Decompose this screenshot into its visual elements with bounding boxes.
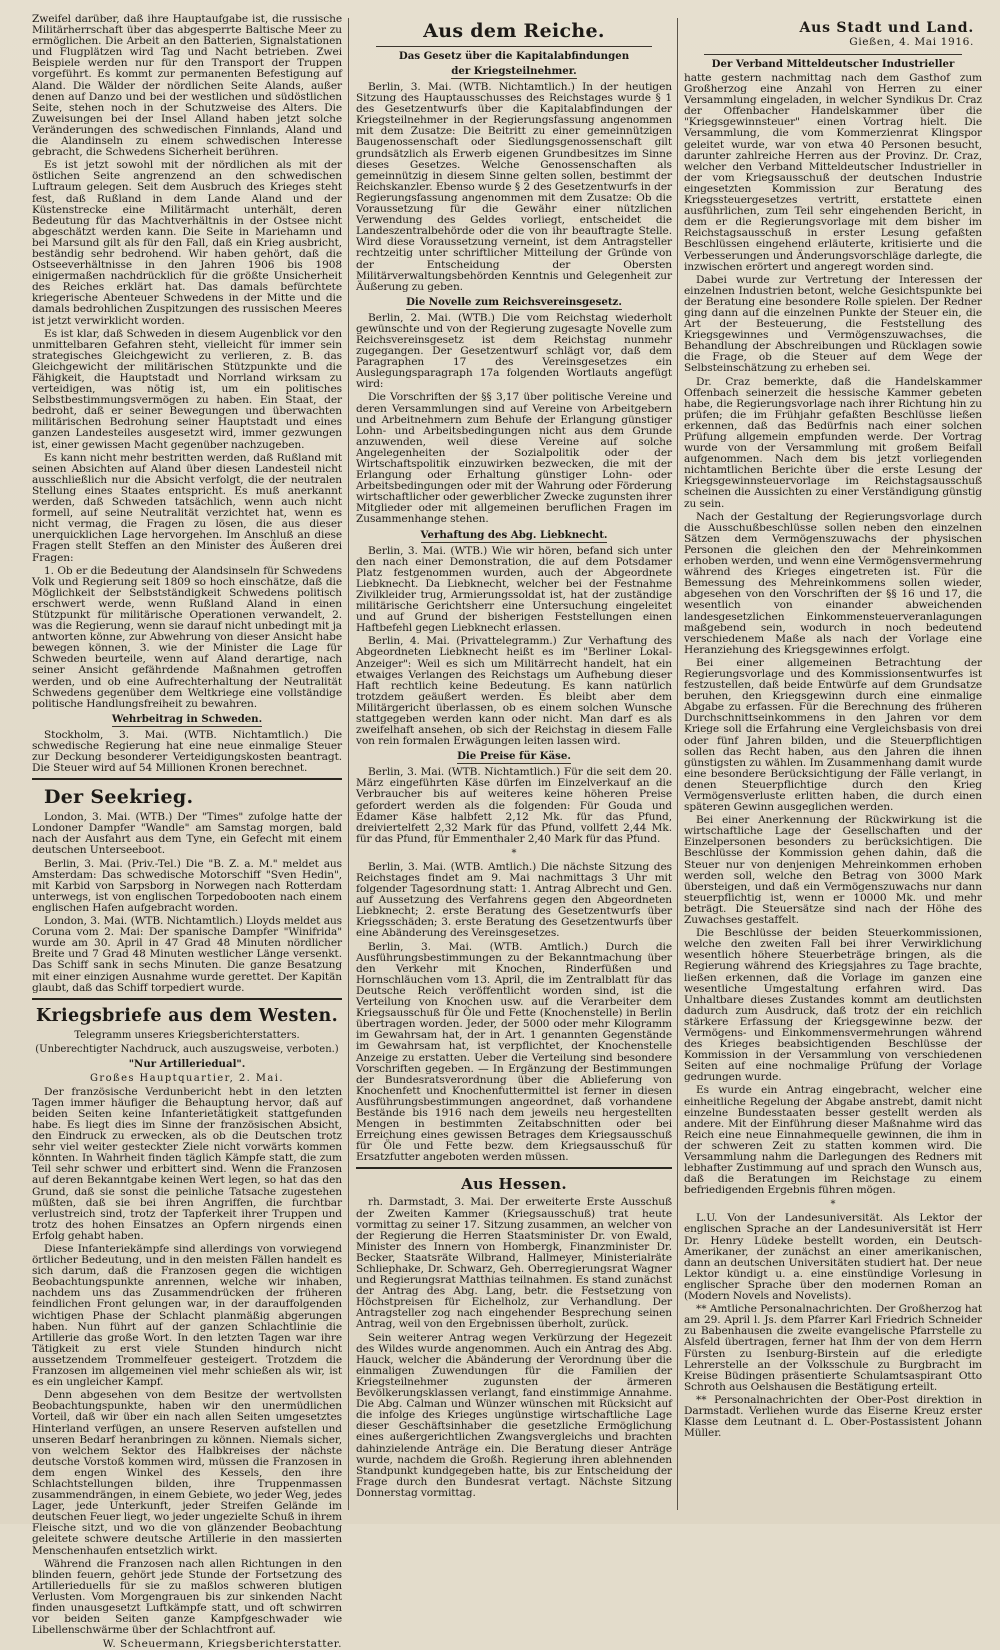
article-paragraph: ** Personalnachrichten der Ober-Post direktion in Darmstadt. Verliehen wurde das Eiserne Kreuz erster Klasse dem Leutnant d. L. Ober-Postassistent Johann Müller. [684,1393,982,1440]
article-paragraph: Dr. Craz bemerkte, daß die Handelskammer Offenbach seinerzeit die hessische Kammer gebeten habe, die Regierungsvorlage nach ihrer Richtung hin zu prüfen; die im Frühjahr gefaßten Beschlüsse ließen erkennen, daß das Bedürfnis nach einer solchen Prüfung allgemein empfunden werde. Der Vortrag wurde von der Versammlung mit großem Beifall aufgenommen. Nach dem bis jetzt vorliegenden nichtamtlichen Berichte über die erste Lesung der Kriegsgewinnsteuervorlage im Reichstagsausschuß scheinen die Aussichten zu einer Verständigung günstig zu sein. [684,375,982,510]
subheading-wehrbeitrag: Wehrbeitrag in Schweden. [111,712,263,725]
heading-aus-hessen: Aus Hessen. [461,1175,567,1194]
article-paragraph: L.U. Von der Landesuniversität. Als Lektor der englischen Sprache an der Landesuniversität ist Herr Dr. Henry Lüdeke bestellt worden, ein Deutsch-Amerikaner, der zunächst an einer amerikanischen, dann an deutschen Universitäten studiert hat. Der neue Lektor kündigt u. a. eine einstündige Vorlesung in englischer Sprache über den modernen Roman an (Modern Novels and Novelists). [684,1212,982,1303]
article-paragraph: Berlin, 3. Mai. (WTB. Nichtamtlich.) In der heutigen Sitzung des Hauptausschusses des Reichstages wurde § 1 des Gesetzentwurfs über die Kapitalabfindungen der Kriegsteilnehmer in der Regierungsfassung angenommen mit dem Zusatze: Die Beitritt zu einer gemeinnützigen Baugenossenschaft oder Siedlungsgenossenschaft gilt grundsätzlich als Erwerb eigenen Grundbesitzes im Sinne dieses Gesetzes. Welche Genossenschaften als gemeinnützig in diesem Sinne gelten sollen, bestimmt der Reichskanzler. Ebenso wurde § 2 des Gesetzentwurfs in der Regierungsfassung angenommen mit dem Zusatze: Ob die Voraussetzung für die Gewähr einer nützlichen Verwendung des Geldes vorliegt, entscheidet die Landeszentralbehörde oder die von ihr beauftragte Stelle. Wird diese Voraussetzung verneint, ist dem Antragsteller rechtzeitig unter schriftlicher Mitteilung der Gründe von der Entscheidung der Obersten Militärverwaltungsbehörden Kenntnis und Gelegenheit zur Äußerung zu geben. [356,81,672,293]
article-paragraph: Während die Franzosen nach allen Richtungen in den blinden feuern, gehört jede Stunde der Fortsetzung des Artillerieduells für sie zu maßlos schweren blutigen Verlusten. Vom Morgengrauen bis zur sinkenden Nacht finden unausgesetzt Luftkämpfe statt, und oft schwirren vor beiden Seiten ganze Kampfgeschwader wie Libellenschwärme über der Schlachtfront auf. [32,1557,342,1637]
article-paragraph: 1. Ob er die Bedeutung der Alandsinseln für Schwedens Volk und Regierung seit 1809 so hoch einschätze, daß die Möglichkeit der Selbstständigkeit Schwedens politisch erschwert werde, wenn Rußland Aland in einen Stützpunkt für militärische Operationen verwandelt, 2. was die Regierung, wenn sie darauf nicht unbedingt mit ja antworten könne, zur Abwehrung von dieser Ansicht habe bewegen können, 3. wie der Minister die Lage für Schweden beurteile, wenn auf Aland derartige, nach seiner Ansicht gefährdende Maßnahmen getroffen werden, und ob eine Aufrechterhaltung der Neutralität Schwedens gegenüber dem Weltkriege eine vollständige politische Handlungsfreiheit zu bewahren. [32,564,342,710]
heading-aus-dem-reiche: Aus dem Reiche. [423,20,605,42]
section-subheading [32,714,342,727]
article-paragraph: Denn abgesehen von dem Besitze der wertvollsten Beobachtungspunkte, haben wir den unermüdlichen Vorteil, daß wir über ein nach allen Seiten umgesetztes Hinterland verfügen, an unsere Reserven aufstellen und unseren Bedarf heranbringen zu können. Niemals sicher, von welchem Sektor des Halbkreises der nächste deutsche Vorstoß kommen wird, müssen die Franzosen in dem engen Winkel des Kessels, den ihre Schlachtstellungen bilden, ihre Truppenmassen zusammendrängen, in einem Gebiete, wo jeder Weg, jedes Lager, jede Unterkunft, jeder Streifen Gelände im deutschen Feuer liegt, wo jeder ungezielte Schuß in ihrem Fleische sitzt, und wo die von glänzender Beobachtung geleitete schwere deutsche Artillerie in den massierten Menschenhaufen entsetzlich wirkt. [32,1389,342,1557]
article-paragraph: Berlin, 3. Mai. (WTB. Amtlich.) Die nächste Sitzung des Reichstages findet am 9. Mai nachmittags 3 Uhr mit folgender Tagesordnung statt: 1. Antrag Albrecht und Gen. auf Aussetzung des Verfahrens gegen den Abgeordneten Liebknecht; 2. erste Beratung des Gesetzentwurfs über Kriegsschäden; 3. erste Beratung des Gesetzentwurfs über eine Abänderung des Vereinsgesetzes. [356,860,672,940]
article-paragraph: Es ist jetzt sowohl mit der nördlichen als mit der östlichen Seite angrenzend an den schwedischen Luftraum gelegen. Seit dem Ausbruch des Krieges steht fest, daß Rußland in dem Lande Aland und der Küstenstrecke eine Militärmacht unterhält, deren Bedeutung für das Machtverhältnis in der Ostsee nicht abgeschätzt werden kann. Die Seite in Mariehamn und bei Marsund gilt als für den Fall, daß ein Krieg ausbricht, beständig sehr bedrohend. Wir haben gehört, daß die Ostseeverhältnisse in den Jahren 1906 bis 1908 einigermaßen nachdrücklich für die größte Unsicherheit des Reiches erklärt hat. Das damals befürchtete kriegerische Abenteuer Schwedens in der Mitte und die damals bedrohlichen Zuspitzungen des russischen Meeres ist jetzt verwirklicht worden. [32,159,342,327]
article-paragraph: Es ist klar, daß Schweden in diesem Augenblick vor den unmittelbaren Gefahren steht, vielleicht für immer sein strategisches Gleichgewicht zu verlieren, z. B. das Gleichgewicht der militärischen Stützpunkte und die Fähigkeit, die Hauptstadt und Norrland wirksam zu verteidigen, was nötig ist, um ein politisches Selbstbestimmungsvermögen zu haben. Ein Staat, der bedroht, daß er seiner Bewegungen und überwachten militärischen Bedrohung seiner Hauptstadt und eines ganzen Landesteiles ausgesetzt wird, immer gezwungen ist, einer gewissen Macht gegenüber nachzugeben. [32,327,342,451]
article-paragraph: Es kann nicht mehr bestritten werden, daß Rußland mit seinen Absichten auf Aland über diesen Landesteil nicht ausschließlich nur die Absicht verfolgt, die der neutralen Stellung eines Staates entspricht. Es muß anerkannt werden, daß Schweden tatsächlich, wenn auch nicht formell, auf seine Neutralität verzichtet hat, wenn es nicht vermag, die Fragen zu lösen, die aus dieser unerquicklichen Lage hervorgehen. Im Anschluß an diese Fragen stellt Steffen an den Minister des Äußeren drei Fragen: [32,451,342,564]
section-subheading [356,297,672,310]
section-rule [356,1167,672,1169]
section-rule [32,778,342,780]
heading-kriegsbriefe: Kriegsbriefe aus dem Westen. [36,1005,338,1026]
column-divider [348,18,349,1510]
article-paragraph: Berlin, 3. Mai. (WTB. Amtlich.) Durch die Ausführungsbestimmungen zu der Bekanntmachung über den Verkehr mit Knochen, Rinderfüßen und Hornschläuchen vom 13. April, die im Zentralblatt für das Deutsche Reich veröffentlicht worden sind, ist die Verteilung von Knochen usw. auf die Verarbeiter dem Kriegsausschuß für Öle und Fette (Knochenstelle) in Berlin übertragen worden. Jeder, der 5000 oder mehr Kilogramm im Gewahrsam hat, der in Art. 1 genannten Gegenstände im Gewahrsam hat, ist verpflichtet, der Knochenstelle Anzeige zu erstatten. Ueber die Verteilung sind besondere Vorschriften gegeben. — In Ergänzung der Bestimmungen der Bundesratsverordnung über die Ablieferung von Knochenfett und Knochenfuttermittel ist ferner in diesen Ausführungsbestimmungen angeordnet, daß vorhandene Bestände bis 1916 nach dem jeweils neu hergestellten Mengen in bestimmten Zeitabschnitten oder bei Erreichung eines gewissen Betrages dem Kriegsausschuß für Öle und Fette bezw. dem Kriegsausschuß für Ersatzfutter angeboten werden müssen. [356,940,672,1164]
separator-star: * [830,1199,836,1211]
subheading-line: der Kriegsteilnehmer. [451,65,577,77]
section-subheading [356,66,672,79]
column-divider [677,18,678,1510]
heading-seekrieg: Der Seekrieg. [44,786,194,809]
column-middle [356,14,672,1514]
article-paragraph: Stockholm, 3. Mai. (WTB. Nichtamtlich.) Die schwedische Regierung hat eine neue einmalige Steuer zur Deckung besonderer Verteidigungskosten beantragt. Die Steuer wird auf 54 Millionen Kronen berechnet. [32,728,342,775]
subheading-line: Die Novelle zum Reichsvereinsgesetz. [406,295,622,308]
article-paragraph: Berlin, 3. Mai. (Priv.-Tel.) Die "B. Z. a. M." meldet aus Amsterdam: Das schwedische Motorschiff "Sven Hedin", mit Karbid von Sarpsborg in Norwegen nach Rotterdam unterwegs, ist von englischen Torpedobooten nach einem englischen Hafen aufgebracht worden. [32,857,342,914]
article-title: "Nur Artilleriedual". [128,1057,246,1070]
dateline: Gießen, 4. Mai 1916. [849,36,974,48]
article-paragraph: Die Beschlüsse der beiden Steuerkommissionen, welche den zweiten Fall bei ihrer Verwirklichung wesentlich höhere Steuerbeträge bringen, als die Regierung während des Kriegsjahres zu Tage brachte, ließen erkennen, daß die Vorlage im ganzen eine wesentliche Umgestaltung erfahren wird. Das Unhaltbare dieses Zustandes kommt am deutlichsten dadurch zum Ausdruck, daß trotz der ein reichlich stärkere Erfassung der Kriegsgewinne bezw. der Vermögens- und Einkommensvermehrungen während des Krieges beabsichtigenden Beschlüsse der Kommission in der Versammlung von verschiedenen Seiten auf eine nochmalige Prüfung der Vorlage gedrungen wurde. [684,927,982,1084]
separator-star: * [511,847,517,859]
article-paragraph: ** Amtliche Personalnachrichten. Der Großherzog hat am 29. April l. Js. dem Pfarrer Karl Friedrich Schneider zu Babenhausen die zweite evangelische Pfarrstelle zu Alsfeld übertragen, ferner hat Ihm der von dem Herrn Fürsten zu Isenburg-Birstein auf die erledigte Lehrerstelle an der Volksschule zu Burgbracht im Kreise Büdingen präsentierte Schulamtsaspirant Otto Schroth aus Oelshausen die Bestätigung erteilt. [684,1303,982,1393]
article-paragraph: Dabei wurde zur Vertretung der Interessen der einzelnen Industrien betont, welche Gesichtspunkte bei der Beratung eine besondere Rolle spielen. Der Redner ging dann auf die einzelnen Punkte der Steuer ein, die Art der Besteuerung, die Feststellung des Kriegsgewinnes und Vermögenszuwachses, die Behandlung der Abschreibungen und Rücklagen sowie die Frage, ob die Steuer auf dem Wege der Selbsteinschätzung zu erheben sei. [684,273,982,375]
article-paragraph: Nach der Gestaltung der Regierungsvorlage durch die Ausschußbeschlüsse sollen neben den einzelnen Sätzen dem Vermögenszuwachs der physischen Personen die gleichen den der Mehreinkommen erhoben werden, und wenn eine Vermögensvermehrung während des Krieges eingetreten ist. Für die Bemessung des Mehreinkommens sollen wieder, abgesehen von den Vorschriften der §§ 16 und 17, die wesentlich von einander abweichenden landesgesetzlichen Einkommensteuerveranlagungen maßgebend sein, wodurch in noch bedeutend verschiedenem Maße als nach der Vorlage eine Heranziehung des Kriegsgewinnes erfolgt. [684,510,982,656]
article-paragraph: London, 3. Mai. (WTB.) Der "Times" zufolge hatte der Londoner Dampfer "Wandle" am Samstag morgen, bald nach der Ausfahrt aus dem Tyne, ein Gefecht mit einem deutschen Unterseeboot. [32,811,342,857]
subheading-line: Verhaftung des Abg. Liebknecht. [420,528,608,541]
subheading-line: Die Preise für Käse. [457,750,571,763]
section-subheading [356,530,672,543]
article-paragraph: Berlin, 2. Mai. (WTB.) Die vom Reichstag wiederholt gewünschte und von der Regierung zugesagte Novelle zum Reichsvereinsgesetz ist dem Reichstag nunmehr zugegangen. Der Gesetzentwurf schlägt vor, daß dem Paragraphen 17 des Vereinsgesetzes ein Auslegungsparagraph 17a folgenden Wortlauts angefügt wird: [356,311,672,391]
article-paragraph: Berlin, 3. Mai. (WTB. Nichtamtlich.) Für die seit dem 20. März eingeführten Käse dürfen im Einzelverkauf an die Verbraucher bis auf weiteres keine höheren Preise gefordert werden als die folgenden: Für Gouda und Edamer Käse halbfett 2,12 Mk. für das Pfund, dreiviertelfett 2,32 Mark für das Pfund, vollfett 2,44 Mk. für das Pfund, für Emmenthaler 2,40 Mark für das Pfund. [356,766,672,845]
article-paragraph: London, 3. Mai. (WTB. Nichtamtlich.) Lloyds meldet aus Coruna vom 2. Mai: Der spanische Dampfer "Winifrida" wurde am 30. April in 47 Grad 48 Minuten nördlicher Breite und 7 Grad 48 Minuten westlicher Länge versenkt. Das Schiff sank in sechs Minuten. Die ganze Besatzung mit einer einzigen Ausnahme wurde gerettet. Der Kapitän glaubt, daß das Schiff torpediert wurde. [32,915,342,994]
section-subheading: Der Verband Mitteldeutscher Industrieller [711,58,955,70]
article-paragraph: Sein weiterer Antrag wegen Verkürzung der Hegezeit des Wildes wurde angenommen. Auch ein Antrag des Abg. Hauck, welcher die Abänderung der Verordnung über die einmaligen Zuwendungen für die Familien der Kriegsteilnehmer zugunsten der ärmeren Bevölkerungsklassen verlangt, fand einstimmige Annahme. Die Abg. Calman und Wünzer wünschen mit Rücksicht auf die infolge des Krieges ungünstige wirtschaftliche Lage dieser Geschäftsinhaber die gesetzliche Ermöglichung eines außergerichtlichen Zwangsvergleichs und brachten dahinzielende Anträge ein. Die Beratung dieser Anträge wurde, nachdem die Großh. Regierung ihren ablehnenden Standpunkt kundgegeben hatte, bis zur Entscheidung der Frage durch den Bundesrat vertagt. Nächste Sitzung Donnerstag vormittag. [356,1331,672,1499]
article-paragraph: Zweifel darüber, daß ihre Hauptaufgabe ist, die russische Militärherrschaft über das abgesperrte Baltische Meer zu ermöglichen. Die Arbeit an den Batterien, Signalstationen und Flugplätzen wird Tag und Nacht betrieben. Zwei Beispiele werden nur für den Transport der Truppen vorgeführt. Es kommt zur permanenten Befestigung auf Aland. Die Wälder der nördlichen Seite Alands, außer denen auf Danzo und bei der westlichen und südöstlichen Seite, stehen noch in der Schutzweise des Alters. Die Zuweisungen bei der Insel Alland haben jetzt solche Veränderungen des schwedischen Finnlands, Aland und die Alandinseln zu einem schwedischen Interesse gebracht, die Schwedens Sicherheit berühren. [32,13,342,159]
column-right [684,14,982,1514]
article-paragraph: rh. Darmstadt, 3. Mai. Der erweiterte Erste Ausschuß der Zweiten Kammer (Kriegsausschuß) trat heute vormittag zu seiner 17. Sitzung zusammen, an welcher von der Regierung die Herren Staatsminister Dr. von Ewald, Minister des Innern von Hombergk, Finanzminister Dr. Becker, Staatsräte Wilbrand, Hallmeyer, Ministerialräte Schliephake, Dr. Schwarz, Geh. Oberregierungsrat Wagner und Regierungsrat Matthias teilnahmen. Es stand zunächst der Antrag des Abg. Lang, betr. die Festsetzung von Höchstpreisen für Eichelholz, zur Verhandlung. Der Antragsteller zog nach eingehender Besprechung seinen Antrag, weil von den Ergebnissen überholt, zurück. [356,1196,672,1331]
section-rule [376,46,652,47]
dateline: Großes Hauptquartier, 2. Mai. [90,1072,284,1084]
article-paragraph: Die Vorschriften der §§ 3,17 über politische Vereine und deren Versammlungen sind auf Vereine von Arbeitgebern und Arbeitnehmern zum Behufe der Erlangung günstiger Lohn- und Arbeitsbedingungen nicht aus dem Grunde anzuwenden, weil diese Vereine auf solche Angelegenheiten der Sozialpolitik oder der Wirtschaftspolitik einzuwirken bezwecken, die mit der Erlangung oder Erhaltung günstiger Lohn- oder Arbeitsbedingungen oder mit der Wahrung oder Förderung wirtschaftlicher oder gewerblicher Zwecke zugunsten ihrer Mitglieder oder mit allgemeinen beruflichen Fragen im Zusammenhange stehen. [356,391,672,526]
article-paragraph: hatte gestern nachmittag nach dem Gasthof zum Großherzog eine Anzahl von Herren zu einer Versammlung eingeladen, in welcher Syndikus Dr. Craz der Offenbacher Handelskammer über die "Kriegsgewinnsteuer" einen Vortrag hielt. Die Versammlung, die vom Kommerzienrat Klingspor geleitet wurde, war von etwa 40 Personen besucht, darunter zahlreiche Herren aus der Provinz. Dr. Craz, welcher den Verband Mitteldeutscher Industrieller in der vom Kriegsausschuß der deutschen Industrie eingesetzten Kommission zur Beratung des Kriegssteuergesetzes vertritt, erstattete einen ausführlichen, zum Teil sehr eingehenden Bericht, in dem er die Regierungsvorlage mit dem bisher im Reichstagsausschuß in erster Lesung gefaßten Beschlüssen eingehend erläuterte, kritisierte und die Verbesserungen und Änderungsvorschläge darlegte, die inzwischen erörtert und angeregt worden sind. [684,72,982,273]
section-rule [32,998,342,1000]
heading-aus-stadt-und-land: Aus Stadt und Land. [799,20,974,36]
section-subheading: Das Gesetz über die Kapitalabfindungen [398,50,630,62]
article-paragraph: Der französische Verdunbericht hebt in den letzten Tagen immer häufiger die Behauptung hervor, daß auf beiden Seiten keine Infanterietätigkeit stattgefunden habe. Es liegt dies im Sinne der französischen Absicht, den Eindruck zu erwecken, als ob die Deutschen trotz sehr viel weiter gesteckter Ziele nicht vorwärts kommen könnten. In Wahrheit finden täglich Kämpfe statt, die zum Teil sehr schwer und erbittert sind. Wenn die Franzosen auf deren Bekanntgabe keinen Wert legen, so hat das den Grund, daß sie sonst die peinliche Tatsache zugestehen müßten, daß sie bei ihren Angriffen, die furchtbar verlustreich sind, trotz der Tapferkeit ihrer Truppen und trotz des hohen Einsatzes an Opfern nirgends einen Erfolg gehabt haben. [32,1085,342,1242]
section-rule [704,54,962,55]
column-left [32,13,342,1650]
copyright-note: (Unberechtigter Nachdruck, auch auszugsweise, verboten.) [35,1043,339,1055]
article-paragraph: Es wurde ein Antrag eingebracht, welcher eine einheitliche Regelung der Abgabe anstrebt, damit nicht einzelne Bundesstaaten besser gestellt werden als andere. Mit der Einführung dieser Maßnahme wird das Reich eine neue Einnahmequelle gewinnen, die ihm in der schweren Zeit zu statten kommen wird. Die Versammlung nahm die Darlegungen des Redners mit lebhafter Zustimmung auf und sprach den Wunsch aus, daß die Beratungen im Reichstage zu einem befriedigenden Ergebnis führen mögen. [684,1084,982,1197]
byline: Telegramm unseres Kriegsberichterstatters. [74,1029,300,1041]
article-paragraph: Berlin, 3. Mai. (WTB.) Wie wir hören, befand sich unter den nach einer Demonstration, die auf dem Potsdamer Platz festgenommen wurden, auch der Abgeordnete Liebknecht. Da Liebknecht, welcher bei der Festnahme Zivilkleider trug, Armierungssoldat ist, hat der zuständige militärische Gerichtsherr eine Untersuchung eingeleitet und auf Grund der bisherigen Feststellungen einen Haftbefehl gegen Liebknecht erlassen. [356,544,672,635]
article-paragraph: Bei einer allgemeinen Betrachtung der Regierungsvorlage und des Kommissionsentwurfes ist festzustellen, daß beide Entwürfe auf dem Grundsatze beruhen, den Kriegsgewinn durch eine einmalige Abgabe zu erfassen. Für die Berechnung des früheren Durchschnittseinkommens in den Jahren vor dem Kriege soll die Erfahrung eine Vergleichsbasis von drei oder fünf Jahren bilden, und die Steuerpflichtigen sollen das Recht haben, aus den Jahren die ihnen günstigsten zu wählen. Im Zusammenhang damit wurde eine besondere Berücksichtigung der Fälle verlangt, in denen Steuerpflichtige durch den Krieg Vermögensverluste erlitten haben, die durch einen späteren Gewinn ausgeglichen werden. [684,656,982,814]
article-paragraph: Diese Infanteriekämpfe sind allerdings von vorwiegend örtlicher Bedeutung, und in den meisten Fällen handelt es sich darum, daß die Franzosen gegen die wichtigen Beobachtungspunkte anrennen, welche wir inhaben, nachdem uns das Zusammendrücken der früheren feindlichen Front gelungen war, in der darauffolgenden wichtigen Phase der Schlacht planmäßig abgerungen haben. Nun führt auf der ganzen Schlachtlinie die Artillerie das große Wort. In den letzten Tagen war ihre Tätigkeit zu erst viele Stunden hindurch nicht aussetzendem Trommelfeuer gesteigert. Trotzdem die Franzosen im allgemeinen viel mehr schießen als wir, ist es ein ungleicher Kampf. [32,1243,342,1389]
section-subheading [356,751,672,764]
article-paragraph: Bei einer Anerkennung der Rückwirkung ist die wirtschaftliche Lage der Gesellschaften und der Einzelpersonen besonders zu berücksichtigen. Die Beschlüsse der Kommission gehen dahin, daß die Steuer nur von denjenigen Mehreinkommen erhoben werden soll, welche den Betrag von 3000 Mark übersteigen, und daß ein Vermögenszuwachs nur dann steuerpflichtig ist, wenn er 10000 Mk. und mehr beträgt. Die Steuersätze sind nach der Höhe des Zuwachses gestaffelt. [684,814,982,927]
article-paragraph: Berlin, 4. Mai. (Privattelegramm.) Zur Verhaftung des Abgeordneten Liebknecht heißt es im "Berliner Lokal-Anzeiger": Weil es sich um Militärrecht handelt, hat ein etwaiges Verlangen des Reichstags um Aufhebung dieser Haft rechtlich keine Bedeutung. Es kann natürlich trotzdem geäußert werden. Es bleibt aber dem Militärgericht überlassen, ob es einem solchen Wunsche stattgegeben werden kann oder nicht. Man darf es als zweifelhaft ansehen, ob sich der Reichstag in diesem Falle von rein formalen Erwägungen leiten lassen wird. [356,635,672,748]
signature: W. Scheuermann, Kriegsberichterstatter. [102,1638,342,1650]
